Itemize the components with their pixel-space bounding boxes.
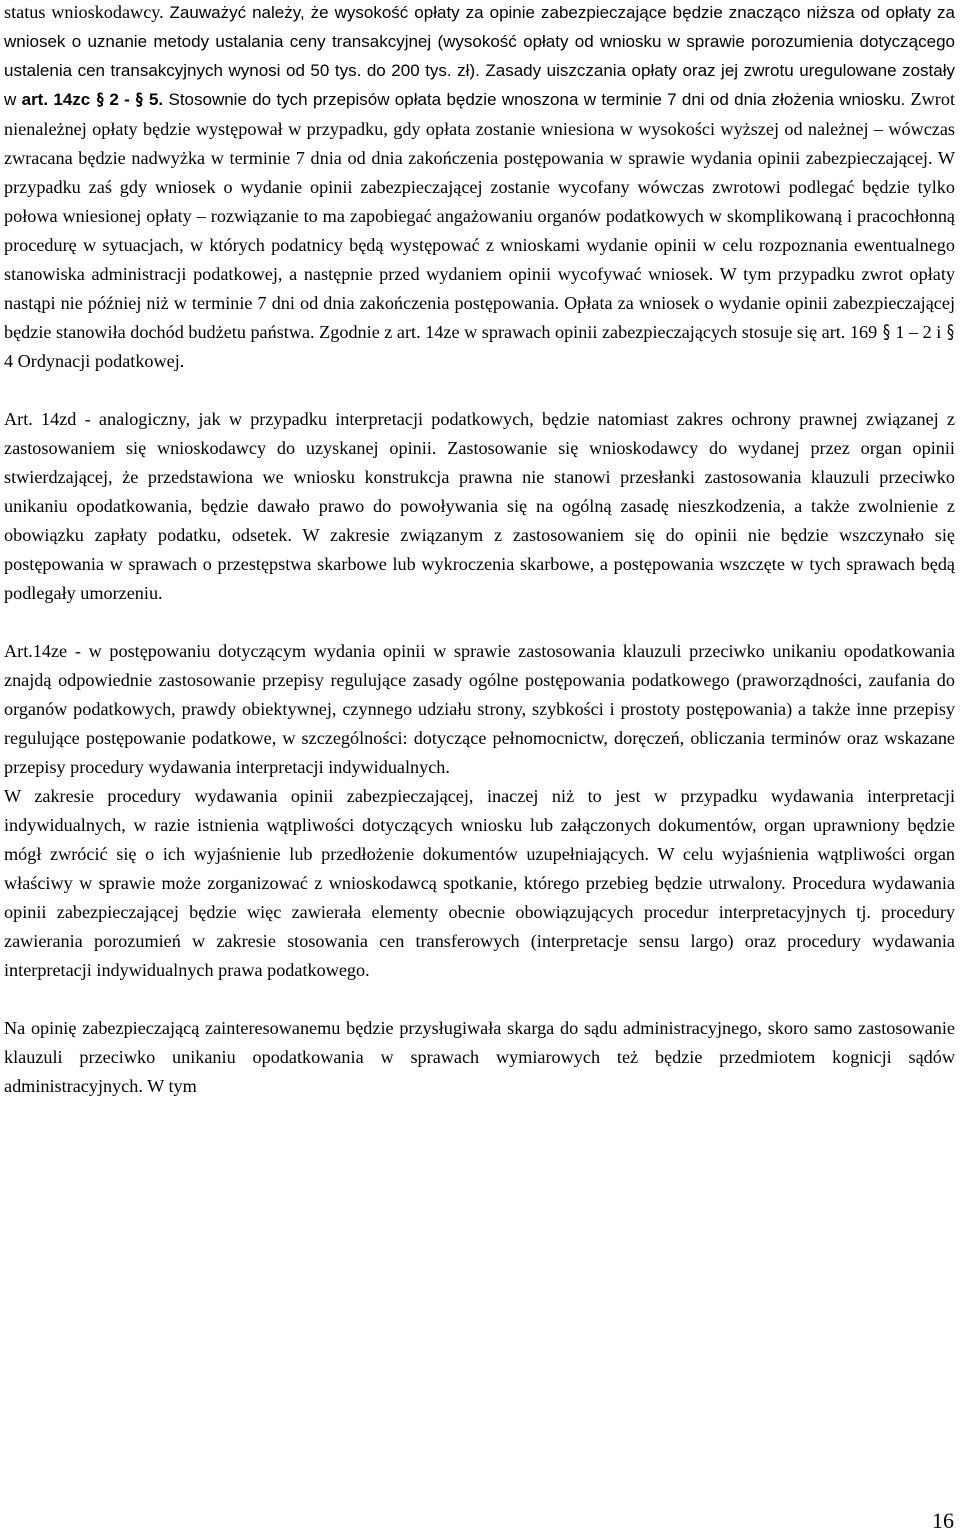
- paragraph-text: - w postępowaniu dotyczącym wydania opinii w sprawie zastosowania klauzuli przeciwko unikaniu opodatkowania znajdą odpowiednie zastosowanie przepisy regulujące zasady ogólne postępowania podatkowego (praworządności, zaufania do organów podatkowych, prawdy obiektywnej, czynnego udziału strony, szybkości i prostoty postępowania) a także inne przepisy regulujące postępowanie podatkowe, w szczególności: dotyczące pełnomocnictw, doręczeń, obliczania terminów oraz wskazane przepisy procedury wydawania interpretacji indywidualnych.: [4, 641, 955, 777]
- text-segment: 5.: [143, 90, 164, 109]
- paragraph-procedure: W zakresie procedury wydawania opinii zabezpieczającej, inaczej niż to jest w przypadku wydawania interpretacji indywidualnych, w razie istnienia wątpliwości dotyczących wniosku lub załączonych dokumentów, organ uprawniony będzie mógł zwrócić się o ich wyjaśnienie lub przedłożenie dokumentów uzupełniających. W celu wyjaśnienia wątpliwości organ właściwy w sprawie może zorganizować z wnioskodawcą spotkanie, którego przebieg będzie utrwalony. Procedura wydawania opinii zabezpieczającej będzie więc zawierała elementy obecnie obowiązujących procedur interpretacyjnych tj. procedury zawierania porozumień w zakresie stosowania cen transferowych (interpretacje sensu largo) oraz procedury wydawania interpretacji indywidualnych prawa podatkowego.: [4, 786, 955, 980]
- text-segment: Zwrot nienależnej opłaty będzie występował w przypadku, gdy opłata zostanie wniesiona w wysokości wyższej od należnej – wówczas zwracana będzie nadwyżka w terminie 7 dnia od dnia zakończenia postępowania w sprawie wydania opinii zabezpieczającej. W przypadku zaś gdy wniosek o wydanie opinii zabezpieczającej zostanie wycofany wówczas zwrotowi podlegać będzie tylko połowa wniesionej opłaty – rozwiązanie to ma zapobiegać angażowaniu organów podatkowych w skomplikowaną i pracochłonną procedurę w sytuacjach, w których podatnicy będą występować z wnioskami wydanie opinii w celu rozpoznania ewentualnego stanowiska administracji podatkowej, a następnie przed wydaniem opinii wycofywać wniosek. W tym przypadku zwrot opłaty nastąpi nie później niż w terminie 7 dni od dnia zakończenia postępowania. Opłata za wniosek o wydanie opinii zabezpieczającej będzie stanowiła dochód budżetu państwa. Zgodnie z art. 14ze w sprawach opinii zabezpieczających stosuje się art. 169: [4, 89, 955, 342]
- paragraph-art-14zd: [4, 405, 955, 608]
- document-page: [4, 0, 955, 1101]
- text-segment: status wnioskodawcy.: [4, 2, 170, 22]
- text-segment: 4 Ordynacji podatkowej.: [4, 351, 185, 371]
- page-number: 16: [932, 1508, 954, 1533]
- paragraph-art-14ze: [4, 637, 955, 782]
- paragraph-text: - analogiczny, jak w przypadku interpretacji podatkowych, będzie natomiast zakres ochrony prawnej związanej z zastosowaniem się wnioskodawcy do uzyskanej opinii. Zastosowanie się wnioskodawcy do wydanej przez organ opinii stwierdzającej, że przedstawiona we wniosku konstrukcja prawna nie stanowi przesłanki zastosowania klauzuli przeciwko unikaniu opodatkowania, będzie dawało prawo do powoływania się na ogólną zasadę nieszkodzenia, a także zwolnienie z obowiązku zapłaty podatku, odsetek. W zakresie związanym z zastosowaniem się do opinii nie będzie wszczynało się postępowania w sprawach o przestępstwa skarbowe lub wykroczenia skarbowe, a postępowania wszczęte w tych sprawach będą podlegały umorzeniu.: [4, 409, 956, 603]
- section-sign: §: [882, 322, 890, 343]
- text-segment: 1 – 2 i: [890, 322, 946, 342]
- text-segment: 2 -: [104, 90, 136, 109]
- section-sign: §: [946, 322, 955, 343]
- section-sign: §: [96, 90, 104, 110]
- paragraph-fee-rules: [4, 0, 955, 376]
- article-label: Art.14ze: [4, 641, 68, 661]
- paragraph-complaint: Na opinię zabezpieczającą zainteresowanemu będzie przysługiwała skarga do sądu administracyjnego, skoro samo zastosowanie klauzuli przeciwko unikaniu opodatkowania w sprawach wymiarowych też będzie przedmiotem kognicji sądów administracyjnych. W tym: [4, 1018, 955, 1096]
- article-reference: art. 14zc: [21, 90, 91, 109]
- article-label: Art. 14zd: [4, 409, 77, 429]
- text-segment: Zauważyć należy, że wysokość opłaty za opinie zabezpieczające będzie znacząco niższa od opłaty za wniosek o uznanie metody ustalania ceny transakcyjnej (wysokość opłaty od wniosku w sprawie porozumienia dotyczącego ustalenia cen transakcyjnych wynosi od 50 tys. do 200 tys. zł). Zasady uiszczania opłaty oraz jej zwrotu uregulowane zostały w: [4, 3, 955, 109]
- section-sign: §: [136, 90, 143, 110]
- text-segment: Stosownie do tych przepisów opłata będzie wnoszona w terminie 7 dni od dnia złożenia wniosku.: [163, 90, 906, 109]
